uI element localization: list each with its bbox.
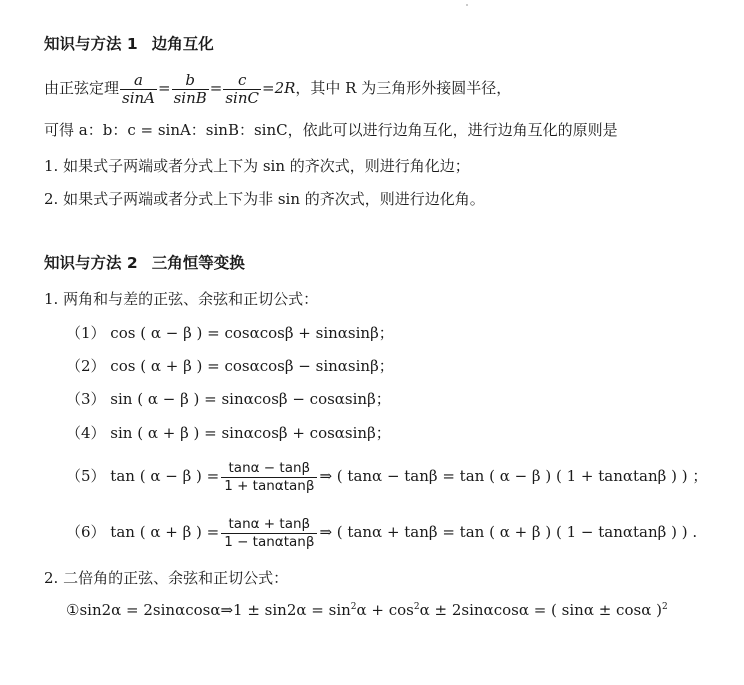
fraction-b-sinB: $\frac{b}{\sin B}$ xyxy=(173,70,207,107)
rule-1: 1. 如果式子两端或者分式上下为 sin 的齐次式，则进行角化边； xyxy=(44,157,470,175)
double-angle-formula: ①sin2α = 2sinαcosα⇒1 ± $\sin 2\alpha = \sin^2\alpha + \cos^2\alpha \pm 2\sin\alpha\cos\alpha$ = ( sinα ± cosα )$^2$ xyxy=(66,601,668,619)
section2-heading xyxy=(44,253,245,273)
formula-6-rhs: ⇒ ( tanα + tanβ = tan ( α + β ) ( 1 − tanαtanβ ) ) . xyxy=(319,523,698,541)
sine-law-line: 由正弦定理 $\frac{a}{\sin A}$ = $\frac{b}{\sin B}$ = $\frac{c}{\sin C}$ =2R，其中 R 为三角形外接圆半径， xyxy=(44,70,512,107)
fraction-c-sinC: $\frac{c}{\sin C}$ xyxy=(225,70,259,107)
section2-heading-label: 知识与方法 2 xyxy=(44,254,138,272)
formula-6-fraction: $\frac{\tan\alpha + \tan\beta}{1 - \tan\alpha\tan\beta}$ xyxy=(221,516,317,551)
scan-speck xyxy=(466,4,468,6)
formula-6-lhs: （6） tan ( α + β ) = xyxy=(66,523,220,541)
rule-2: 2. 如果式子两端或者分式上下为非 sin 的齐次式，则进行边化角。 xyxy=(44,190,485,208)
formula-2: （2） cos ( α + β ) = cosαcosβ − sinαsinβ； xyxy=(66,357,394,375)
sine-law-result: =2R xyxy=(262,79,296,97)
sine-law-suffix: ，其中 R 为三角形外接圆半径， xyxy=(295,79,512,97)
sine-law-prefix: 由正弦定理 xyxy=(44,79,120,97)
formula-4: （4） sin ( α + β ) = sinαcosβ + cosαsinβ； xyxy=(66,424,391,442)
double-angle-title: 2. 二倍角的正弦、余弦和正切公式： xyxy=(44,569,289,587)
formula-1: （1） cos ( α − β ) = cosαcosβ + sinαsinβ； xyxy=(66,324,394,342)
ratio-line: 可得 a：b：c = sinA：sinB：sinC，依此可以进行边角互化，进行边角互化的原则是 xyxy=(44,121,618,139)
formula-6 xyxy=(66,514,697,551)
section1-heading xyxy=(44,34,214,54)
formula-5-lhs: （5） tan ( α − β ) = xyxy=(66,467,220,485)
section2-heading-title: 三角恒等变换 xyxy=(151,254,245,272)
section1-heading-title: 边角互化 xyxy=(151,35,214,53)
formula-5-rhs: ⇒ ( tanα − tanβ = tan ( α − β ) ( 1 + tanαtanβ ) ) ； xyxy=(319,467,708,485)
fraction-a-sinA: $\frac{a}{\sin A}$ xyxy=(122,70,156,107)
section1-heading-label: 知识与方法 1 xyxy=(44,35,138,53)
formula-5-fraction: $\frac{\tan\alpha - \tan\beta}{1 + \tan\alpha\tan\beta}$ xyxy=(221,460,317,495)
formula-5 xyxy=(66,458,707,495)
formula-3: （3） sin ( α − β ) = sinαcosβ − cosαsinβ； xyxy=(66,390,391,408)
sum-difference-title: 1. 两角和与差的正弦、余弦和正切公式： xyxy=(44,290,319,308)
